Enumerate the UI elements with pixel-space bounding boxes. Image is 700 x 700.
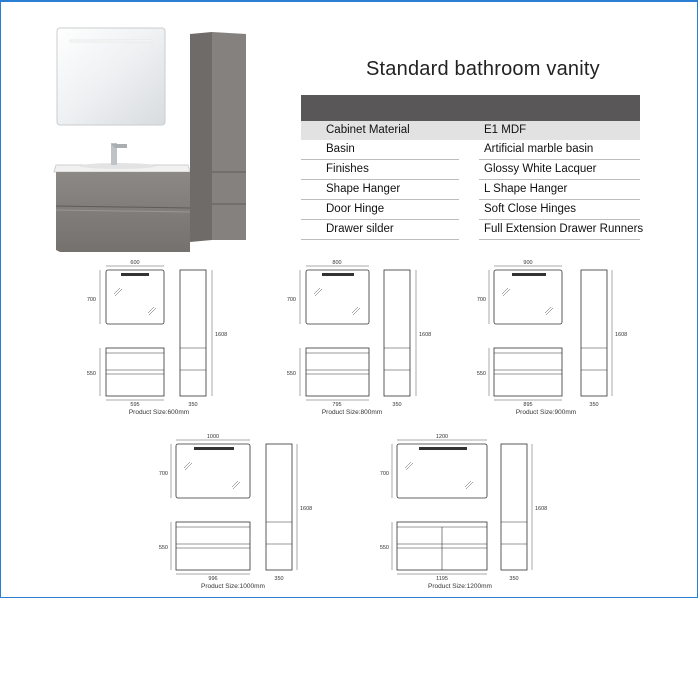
- mirror-height-label: 700: [158, 471, 168, 477]
- dimension-drawing: [84, 258, 234, 408]
- cabinet-width-label: 895: [523, 402, 533, 408]
- spec-value: E1 MDF: [484, 124, 527, 136]
- mirror-width-label: 900: [523, 260, 533, 266]
- product-size-caption: Product Size:1000mm: [201, 583, 265, 590]
- cabinet-width-label: 795: [332, 402, 342, 408]
- mirror-width-label: 1200: [435, 434, 449, 440]
- product-size-caption: Product Size:1200mm: [428, 583, 492, 590]
- column-depth-label: 350: [392, 402, 402, 408]
- column-depth-label: 350: [589, 402, 599, 408]
- spec-label: Drawer silder: [326, 223, 394, 235]
- mirror-height-label: 700: [286, 297, 296, 303]
- mirror-width-label: 800: [332, 260, 342, 266]
- spec-label: Basin: [326, 143, 355, 155]
- page-title: Standard bathroom vanity: [366, 58, 600, 80]
- spec-label: Door Hinge: [326, 203, 385, 215]
- spec-row: [301, 200, 640, 219]
- spec-value: Glossy White Lacquer: [484, 163, 597, 175]
- column-height-label: 1608: [215, 332, 228, 338]
- mirror-height-label: 700: [476, 297, 486, 303]
- spec-value: Soft Close Hinges: [484, 203, 577, 215]
- cabinet-width-label: 595: [130, 402, 140, 408]
- spec-label: Shape Hanger: [326, 183, 401, 195]
- cabinet-height-label: 550: [379, 545, 389, 551]
- cabinet-height-label: 550: [86, 371, 96, 377]
- cabinet-width-label: 1195: [436, 576, 448, 582]
- product-size-caption: Product Size:900mm: [515, 409, 577, 416]
- dimension-drawing: [158, 432, 313, 582]
- cabinet-height-label: 550: [286, 371, 296, 377]
- column-depth-label: 350: [188, 402, 198, 408]
- product-size-caption: Product Size:600mm: [128, 409, 190, 416]
- column-depth-label: 350: [509, 576, 519, 582]
- spec-row: [301, 180, 640, 199]
- dimension-drawing: [478, 258, 628, 408]
- spec-value: Full Extension Drawer Runners: [484, 223, 644, 235]
- dimension-drawing: [375, 432, 548, 582]
- column-height-label: 1608: [535, 506, 548, 512]
- cabinet-width-label: 996: [208, 576, 218, 582]
- spec-value: Artificial marble basin: [484, 143, 594, 155]
- spec-label: Cabinet Material: [326, 124, 410, 136]
- spec-header-bar: [301, 95, 640, 121]
- spec-row: [301, 160, 640, 179]
- mirror-height-label: 700: [379, 471, 389, 477]
- column-height-label: 1608: [615, 332, 628, 338]
- cabinet-height-label: 550: [158, 545, 168, 551]
- spec-row: [301, 121, 640, 140]
- mirror-width-label: 600: [130, 260, 140, 266]
- column-height-label: 1608: [300, 506, 313, 512]
- spec-row: [301, 140, 640, 159]
- cabinet-height-label: 550: [476, 371, 486, 377]
- product-photo: [54, 26, 254, 252]
- dimension-drawing: [284, 258, 434, 408]
- column-height-label: 1608: [419, 332, 432, 338]
- mirror-height-label: 700: [86, 297, 96, 303]
- spec-label: Finishes: [326, 163, 369, 175]
- column-depth-label: 350: [274, 576, 284, 582]
- product-size-caption: Product Size:800mm: [321, 409, 383, 416]
- spec-row: [301, 220, 644, 239]
- spec-value: L Shape Hanger: [484, 183, 568, 195]
- mirror-width-label: 1000: [206, 434, 220, 440]
